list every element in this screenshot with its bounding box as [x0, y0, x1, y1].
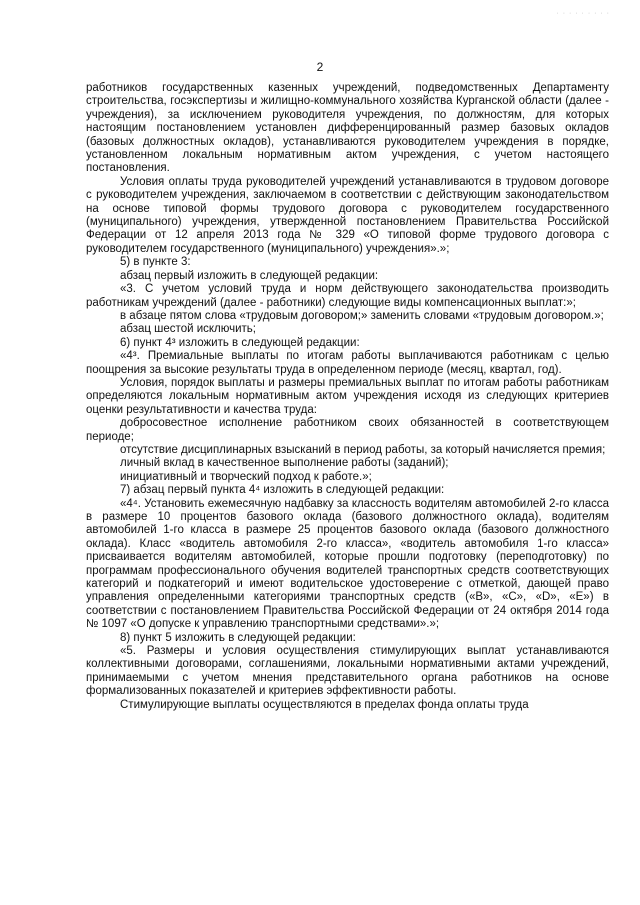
- paragraph-p12: отсутствие дисциплинарных взысканий в период работы, за который начисляется премия;: [120, 443, 606, 456]
- corner-mark: · · · · · · · · ·: [556, 10, 610, 17]
- paragraph-p09: «4³. Премиальные выплаты по итогам работы выплачиваются работникам с целью поощрения за высокие результаты труда в определенном периоде (месяц, квартал, год).: [86, 350, 609, 376]
- paragraph-p08: 6) пункт 4³ изложить в следующей редакции:: [120, 336, 360, 349]
- page-number: 2: [316, 60, 324, 74]
- paragraph-p15: 7) абзац первый пункта 4⁴ изложить в следующей редакции:: [120, 484, 445, 497]
- paragraph-p07: абзац шестой исключить;: [120, 323, 256, 336]
- paragraph-p14: инициативный и творческий подход к работе.»;: [120, 470, 372, 483]
- paragraph-p18: «5. Размеры и условия осуществления стимулирующих выплат устанавливаются коллективными договорами, соглашениями, локальными нормативными актами учреждений, принимаемыми с учетом мнения представительного органа работников на основе формализованных показателей и критериев эффективности работы.: [86, 645, 609, 698]
- paragraph-p13: личный вклад в качественное выполнение работы (заданий);: [120, 457, 449, 470]
- document-body: [86, 82, 609, 712]
- paragraph-p16: «4⁴. Установить ежемесячную надбавку за классность водителям автомобилей 2-го класса в размере 10 процентов базового оклада (базового должностного оклада), водителям автомобилей 1-го класса в размере 25 процентов базового оклада (базового должностного оклада). Класс «водитель автомобиля 2-го класса», «водитель автомобиля 1-го класса» присваивается водителям автомобилей, которые прошли подготовку (переподготовку) по программам профессионального обучения водителей транспортных средств соответствующих категорий и подкатегорий и имеют водительское удостоверение с отметкой, дающей право управления определенными категориями транспортных средств («B», «C», «D», «E») в соответствии с постановлением Правительства Российской Федерации от 24 октября 2014 года № 1097 «О допуске к управлению транспортными средствами».»;: [86, 497, 609, 631]
- paragraph-p17: 8) пункт 5 изложить в следующей редакции:: [120, 631, 356, 644]
- paragraph-p11: добросовестное исполнение работником своих обязанностей в соответствующем периоде;: [86, 417, 609, 443]
- paragraph-p02: Условия оплаты труда руководителей учреждений устанавливаются в трудовом договоре с руководителем учреждения, заключаемом в соответствии с действующим законодательством на основе типовой формы трудового договора с руководителем государственного (муниципального) учреждения, утвержденной постановлением Правительства Российской Федерации от 12 апреля 2013 года № 329 «О типовой форме трудового договора с руководителем государственного (муниципального) учреждения».»;: [86, 175, 609, 255]
- paragraph-p03: 5) в пункте 3:: [120, 256, 191, 269]
- paragraph-p05: «3. С учетом условий труда и норм действующего законодательства производить работникам учреждений (далее - работники) следующие виды компенсационных выплат:»;: [86, 283, 609, 309]
- paragraph-p19: Стимулирующие выплаты осуществляются в пределах фонда оплаты труда: [120, 698, 529, 711]
- paragraph-p01: работников государственных казенных учреждений, подведомственных Департаменту строительства, госэкспертизы и жилищно-коммунального хозяйства Курганской области (далее - учреждения), за исключением руководителя учреждения, по должностям, для которых настоящим постановлением установлен дифференцированный размер базовых окладов (базовых должностных окладов), устанавливаются руководителем учреждения в порядке, установленном локальным нормативным актом учреждения, с учетом настоящего постановления.: [86, 82, 609, 175]
- paragraph-p06: в абзаце пятом слова «трудовым договором;» заменить словами «трудовым договором.»;: [120, 309, 604, 322]
- paragraph-p04: абзац первый изложить в следующей редакции:: [120, 269, 379, 282]
- paragraph-p10: Условия, порядок выплаты и размеры премиальных выплат по итогам работы работникам определяются локальным нормативным актом учреждения исходя из следующих критериев оценки результативности и качества труда:: [86, 376, 609, 416]
